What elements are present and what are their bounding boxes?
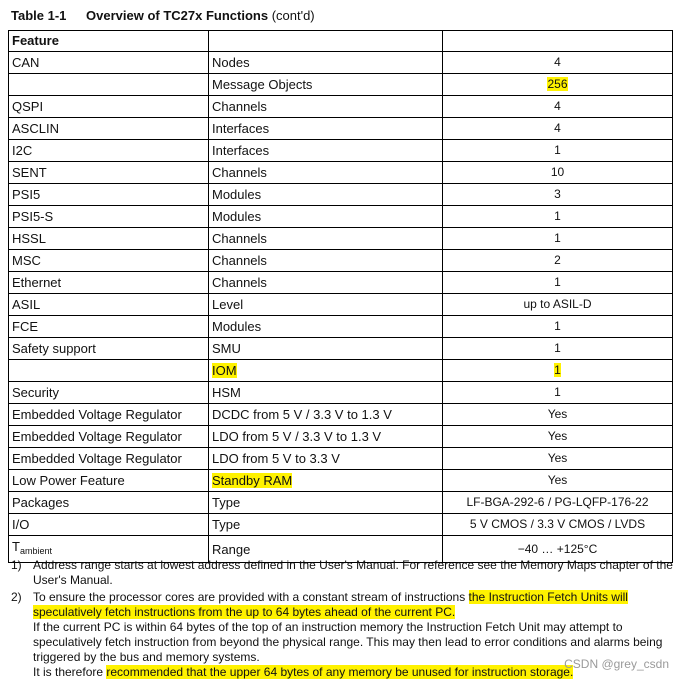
value-cell [443, 426, 673, 448]
table-row [9, 426, 673, 448]
subfeature-label: Type [212, 495, 241, 510]
feature-cell [9, 426, 209, 448]
feature-label: ASCLIN [12, 121, 59, 136]
feature-cell [9, 448, 209, 470]
feature-cell [9, 382, 209, 404]
value-label: 4 [554, 99, 561, 113]
value-cell [443, 250, 673, 272]
feature-label: PSI5-S [12, 209, 54, 224]
subfeature-label: Nodes [212, 55, 250, 70]
subfeature-cell [209, 206, 443, 228]
table-row [9, 514, 673, 536]
value-label: 3 [554, 187, 561, 201]
value-label: −40 … +125°C [517, 541, 598, 556]
subfeature-label: Message Objects [212, 77, 313, 92]
subfeature-label: Channels [212, 165, 267, 180]
feature-cell [9, 492, 209, 514]
subfeature-label: Interfaces [212, 121, 270, 136]
value-cell [443, 228, 673, 250]
subfeature-label: Channels [212, 99, 267, 114]
table-row [9, 228, 673, 250]
functions-table [8, 30, 673, 563]
value-cell [443, 360, 673, 382]
subfeature-cell [209, 360, 443, 382]
value-cell [443, 140, 673, 162]
feature-cell [9, 140, 209, 162]
subfeature-label: Range [212, 541, 251, 557]
value-label: 1 [554, 385, 561, 399]
feature-label: CAN [12, 55, 40, 70]
feature-cell [9, 250, 209, 272]
subfeature-label: Modules [212, 187, 262, 202]
subfeature-cell [209, 514, 443, 536]
value-cell [443, 404, 673, 426]
table-title-suffix: (cont'd) [271, 8, 315, 23]
subfeature-cell [209, 118, 443, 140]
feature-label: Embedded Voltage Regulator [12, 407, 182, 422]
subfeature-cell [209, 470, 443, 492]
table-row [9, 250, 673, 272]
subfeature-label: IOM [212, 363, 237, 378]
value-label: Yes [547, 473, 568, 487]
value-label: 1 [554, 275, 561, 289]
feature-label: FCE [12, 319, 38, 334]
subfeature-cell [209, 294, 443, 316]
subfeature-cell [209, 74, 443, 96]
value-cell [443, 162, 673, 184]
subfeature-cell [209, 404, 443, 426]
subfeature-cell [209, 228, 443, 250]
footnote-text [33, 558, 675, 588]
footnote-number: 2) [11, 590, 22, 604]
table-row [9, 448, 673, 470]
feature-cell [9, 470, 209, 492]
value-label: Yes [547, 451, 568, 465]
subfeature-cell [209, 382, 443, 404]
subfeature-label: SMU [212, 341, 241, 356]
footnote [11, 558, 675, 588]
feature-label: Safety support [12, 341, 96, 356]
feature-cell [9, 360, 209, 382]
value-cell [443, 118, 673, 140]
value-cell [443, 206, 673, 228]
subfeature-label: DCDC from 5 V / 3.3 V to 1.3 V [212, 407, 392, 422]
footnote-highlight: the Instruction Fetch Units will speculatively fetch instructions from the up to 64 bytes ahead of the current PC. [33, 590, 628, 619]
table-row [9, 140, 673, 162]
value-label: up to ASIL-D [523, 297, 592, 311]
value-cell [443, 272, 673, 294]
value-cell [443, 316, 673, 338]
table-row [9, 294, 673, 316]
subfeature-label: Level [212, 297, 244, 312]
feature-label: Ethernet [12, 275, 62, 290]
subfeature-label: Interfaces [212, 143, 270, 158]
table-row [9, 360, 673, 382]
table-row [9, 162, 673, 184]
subfeature-label: LDO from 5 V to 3.3 V [212, 451, 340, 466]
header-blank [209, 31, 443, 52]
feature-label: Packages [12, 495, 70, 510]
table-header-row [9, 31, 673, 52]
table-row [9, 492, 673, 514]
subfeature-cell [209, 426, 443, 448]
value-cell [443, 492, 673, 514]
value-cell [443, 470, 673, 492]
feature-cell [9, 96, 209, 118]
feature-cell [9, 74, 209, 96]
subfeature-cell [209, 492, 443, 514]
feature-label: I2C [12, 143, 33, 158]
feature-cell [9, 184, 209, 206]
table-body [9, 52, 673, 563]
subfeature-label: Channels [212, 275, 267, 290]
feature-cell [9, 206, 209, 228]
feature-label: Security [12, 385, 59, 400]
value-label: 1 [554, 231, 561, 245]
table-row [9, 338, 673, 360]
feature-label: Embedded Voltage Regulator [12, 429, 182, 444]
table-number: Table 1-1 [11, 8, 67, 23]
value-label: Yes [547, 407, 568, 421]
table-row [9, 206, 673, 228]
table-title: Overview of TC27x Functions [86, 8, 269, 23]
subfeature-cell [209, 96, 443, 118]
value-label: 1 [554, 319, 561, 333]
table-row [9, 404, 673, 426]
feature-cell [9, 316, 209, 338]
footnote-segment: If the current PC is within 64 bytes of the top of an instruction memory the Instruction Fetch Unit may attempt to speculatively fetch instruction from beyond the physical range. This may then lead to error conditions and alarms being triggered by the bus and memory systems. It is therefore [33, 620, 663, 679]
feature-cell [9, 162, 209, 184]
subfeature-label: Modules [212, 319, 262, 334]
value-label: 2 [554, 253, 561, 267]
feature-label: T [12, 539, 20, 554]
feature-label: I/O [12, 517, 30, 532]
feature-cell [9, 228, 209, 250]
feature-label: ASIL [12, 297, 41, 312]
value-cell [443, 338, 673, 360]
feature-label: PSI5 [12, 187, 41, 202]
subfeature-cell [209, 184, 443, 206]
feature-label: HSSL [12, 231, 46, 246]
feature-label: QSPI [12, 99, 44, 114]
table-row [9, 470, 673, 492]
header-blank [443, 31, 673, 52]
subfeature-label: LDO from 5 V / 3.3 V to 1.3 V [212, 429, 382, 444]
table-caption [11, 8, 315, 23]
value-label: LF-BGA-292-6 / PG-LQFP-176-22 [466, 495, 649, 509]
feature-label: Embedded Voltage Regulator [12, 451, 182, 466]
value-label: 10 [550, 165, 565, 179]
feature-header: Feature [9, 31, 209, 52]
subfeature-label: Channels [212, 231, 267, 246]
footnote-highlight: recommended that the upper 64 bytes of any memory be unused for instruction storage. [106, 665, 574, 679]
value-label: 1 [554, 143, 561, 157]
value-cell [443, 514, 673, 536]
value-cell [443, 294, 673, 316]
subfeature-label: Standby RAM [212, 473, 293, 488]
subfeature-label: Channels [212, 253, 267, 268]
feature-cell [9, 294, 209, 316]
footnote-number: 1) [11, 558, 22, 572]
table-row [9, 382, 673, 404]
subfeature-label: Modules [212, 209, 262, 224]
value-label: 1 [554, 341, 561, 355]
subfeature-cell [209, 52, 443, 74]
table-row [9, 118, 673, 140]
subfeature-cell [209, 316, 443, 338]
feature-cell [9, 514, 209, 536]
feature-label: Low Power Feature [12, 473, 125, 488]
value-cell [443, 382, 673, 404]
feature-label: MSC [12, 253, 41, 268]
feature-cell [9, 404, 209, 426]
value-label: 5 V CMOS / 3.3 V CMOS / LVDS [469, 517, 646, 531]
value-cell [443, 448, 673, 470]
subfeature-cell [209, 250, 443, 272]
value-label: 1 [554, 363, 561, 377]
value-label: 4 [554, 55, 561, 69]
subfeature-cell [209, 338, 443, 360]
subfeature-cell [209, 272, 443, 294]
feature-cell [9, 272, 209, 294]
feature-subscript: ambient [19, 546, 52, 556]
subfeature-cell [209, 162, 443, 184]
value-label: 4 [554, 121, 561, 135]
feature-cell [9, 338, 209, 360]
subfeature-cell [209, 448, 443, 470]
table-row [9, 272, 673, 294]
subfeature-label: Type [212, 517, 241, 532]
value-label: Yes [547, 429, 568, 443]
value-cell [443, 184, 673, 206]
subfeature-label: HSM [212, 385, 241, 400]
table-row [9, 74, 673, 96]
table-row [9, 316, 673, 338]
table-row [9, 96, 673, 118]
footnote-segment: Address range starts at lowest address defined in the User's Manual. For reference see the Memory Maps chapter of the User's Manual. [33, 558, 673, 587]
value-cell [443, 96, 673, 118]
value-label: 256 [547, 77, 568, 91]
feature-label: SENT [12, 165, 47, 180]
table-row [9, 184, 673, 206]
value-cell [443, 74, 673, 96]
value-label: 1 [554, 209, 561, 223]
feature-cell [9, 52, 209, 74]
feature-cell [9, 118, 209, 140]
table-row [9, 52, 673, 74]
value-cell [443, 52, 673, 74]
footnote-segment: To ensure the processor cores are provided with a constant stream of instructions [33, 590, 469, 604]
watermark: CSDN @grey_csdn [564, 657, 669, 671]
subfeature-cell [209, 140, 443, 162]
